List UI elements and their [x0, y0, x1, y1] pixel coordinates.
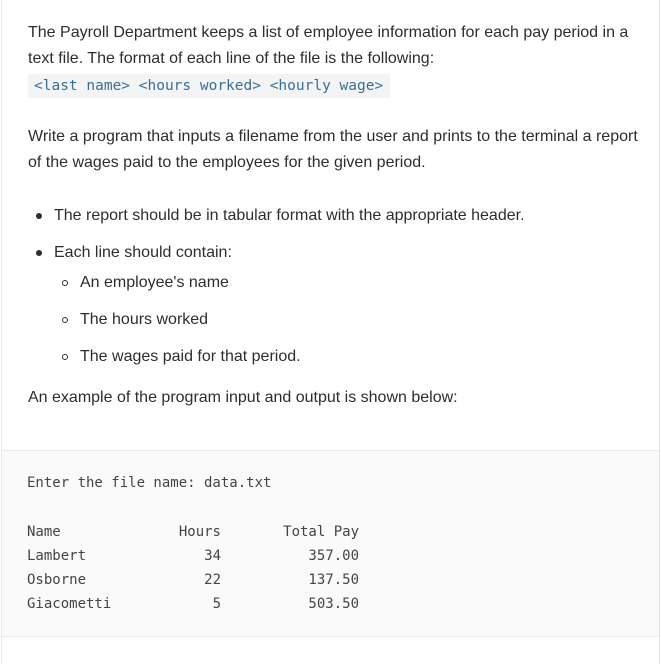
requirement-text: Each line should contain: [54, 244, 232, 261]
input-prompt: Enter the file name: data.txt [27, 475, 272, 491]
cell-total-pay: 357.00 [308, 548, 359, 564]
format-code: <last name> <hours worked> <hourly wage> [28, 74, 390, 98]
cell-hours: 5 [212, 596, 221, 612]
cell-hours: 34 [204, 548, 221, 564]
table-row [27, 544, 359, 568]
column-header-total-pay: Total Pay [283, 524, 359, 540]
right-border [659, 0, 660, 664]
column-header-name: Name [27, 524, 61, 540]
intro-paragraph: The Payroll Department keeps a list of employee information for each pay period in a text file. The format of each line of the file is the following: [28, 24, 629, 67]
line-contents-list [54, 270, 643, 370]
column-header-hours: Hours [178, 524, 221, 540]
list-item [28, 203, 643, 229]
requirement-text: The report should be in tabular format with the appropriate header. [54, 207, 525, 224]
cell-name: Osborne [27, 572, 87, 588]
example-lead: An example of the program input and output is shown below: [28, 389, 458, 406]
cell-name: Giacometti [27, 596, 112, 612]
sub-list-item: The hours worked [54, 307, 643, 333]
cell-name: Lambert [27, 548, 87, 564]
example-output-block [2, 450, 659, 637]
cell-hours: 22 [204, 572, 221, 588]
cell-total-pay: 503.50 [308, 596, 359, 612]
cell-total-pay: 137.50 [308, 572, 359, 588]
report-table [27, 520, 359, 616]
task-paragraph: Write a program that inputs a filename from the user and prints to the terminal a report of the wages paid to the employees for the given period. [28, 128, 638, 171]
requirements-list [28, 203, 643, 370]
table-row [27, 592, 359, 616]
table-header-row [27, 520, 359, 544]
sub-list-item: The wages paid for that period. [54, 344, 643, 370]
problem-description [28, 20, 643, 411]
sub-list-item: An employee's name [54, 270, 643, 296]
list-item [28, 240, 643, 370]
table-row [27, 568, 359, 592]
